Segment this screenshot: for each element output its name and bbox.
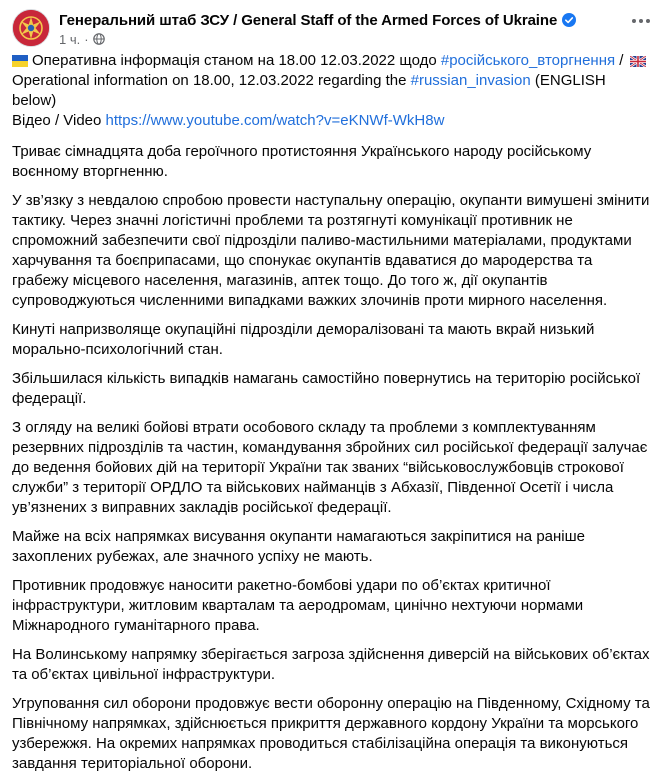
post-paragraph-2: У зв’язку з невдалою спробою провести наступальну операцію, окупанти вимушені змінити тактику. Через значні логістичні проблеми та розтягнуті комунікації противник не спроможний забезпечити свої підрозділи паливо-мастильними матеріалами, продуктами харчування та боєприпасами, що спонукає окупантів вдаватися до мародерства та грабежу місцевого населення, магазинів, аптек тощо. До того ж, дії окупантів супроводжуються численними випадками важких злочинів проти мирного населення. (12, 192, 650, 309)
post-paragraph-1: Триває сімнадцята доба героїчного протистояння Українського народу російському воєнному вторгненню. (12, 143, 592, 180)
post-paragraph-6: Майже на всіх напрямках висування окупанти намагаються закріпитися на раніше захоплених рубежах, але значного успіху не мають. (12, 528, 585, 565)
post-time[interactable]: 1 ч. (59, 31, 81, 47)
post-header (12, 7, 657, 49)
uk-flag-icon (630, 53, 646, 64)
verified-badge-icon (562, 13, 576, 27)
intro-en-text: Operational information on 18.00, 12.03.2022 regarding the (12, 72, 411, 89)
meta-separator: · (84, 31, 89, 47)
post-paragraph-7: Противник продовжує наносити ракетно-бомбові удари по об’єктах критичної інфраструктури, житловим кварталам та аеродромам, цинічно нехтуючи нормами Міжнародного гуманітарного права. (12, 577, 584, 634)
post-intro (12, 51, 652, 131)
post-paragraph-3: Кинуті напризволяще окупаційні підрозділи деморалізовані та мають вкрай низький морально-психологічний стан. (12, 321, 595, 358)
ukraine-flag-icon (12, 53, 28, 65)
intro-ua-after: / (615, 52, 628, 69)
globe-icon[interactable] (93, 33, 105, 45)
post-body (12, 51, 652, 783)
video-link[interactable]: https://www.youtube.com/watch?v=eKNWf-WkH8w (105, 112, 445, 129)
intro-en-after: (ENGLISH below) (12, 72, 606, 109)
video-label: Відео / Video (12, 112, 106, 129)
general-staff-emblem-icon (13, 10, 49, 46)
author-line (59, 10, 576, 30)
avatar[interactable] (12, 9, 50, 47)
hashtag-russian-invasion-ua[interactable]: #російського_вторгнення (440, 52, 616, 69)
intro-ua-text: Оперативна інформація станом на 18.00 12.03.2022 щодо (32, 52, 441, 69)
post-meta (59, 31, 105, 47)
post-paragraph-4: Збільшилася кількість випадків намагань самостійно повернутись на територію російської федерації. (12, 370, 641, 407)
author-name[interactable]: Генеральний штаб ЗСУ / General Staff of the Armed Forces of Ukraine (59, 11, 558, 29)
hashtag-russian-invasion-en[interactable]: #russian_invasion (410, 72, 531, 89)
post-paragraph-5: З огляду на великі бойові втрати особового складу та проблеми з комплектуванням резервних підрозділів та частин, командування збройних сил російської федерації залучає до ведення бойових дій на території України так званих “військовослужбовців строкової служби” з території ОРДЛО та військових найманців з Абхазії, Південної Осетії і числа ув’язнених з виправних закладів російської федерації. (12, 419, 648, 516)
post-paragraph-9: Угруповання сил оборони продовжує вести оборонну операцію на Південному, Східному та Північному напрямках, здійснюється прикриття державного кордону України та морського узбережжя. На окремих напрямках проводиться стабілізаційна операція та виконуються завдання територіальної оборони. (12, 695, 650, 772)
more-options-icon[interactable] (625, 9, 657, 33)
post-paragraph-8: На Волинському напрямку зберігається загроза здійснення диверсій на військових об’єктах та об’єктах цивільної інфраструктури. (12, 646, 650, 683)
